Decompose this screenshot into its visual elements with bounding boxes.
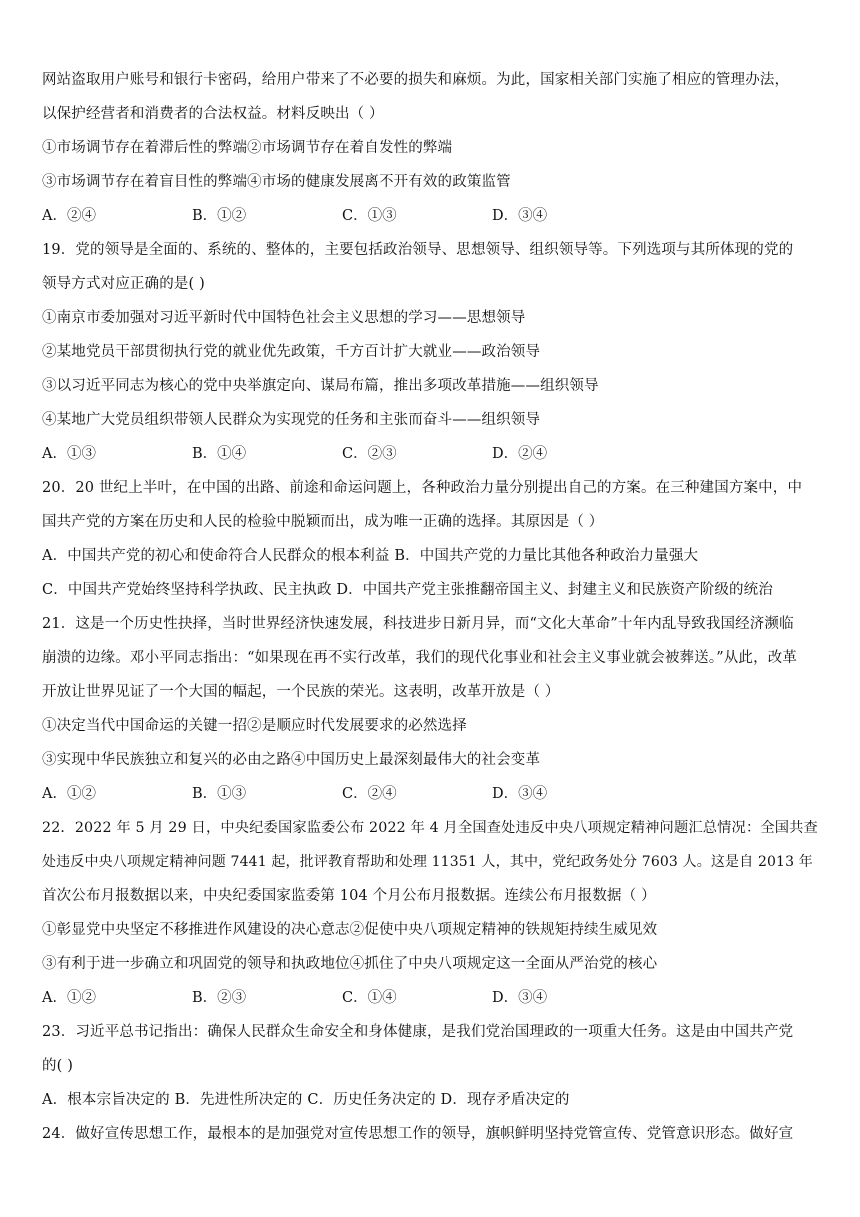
q18-line-1: 网站盗取用户账号和银行卡密码，给用户带来了不必要的损失和麻烦。为此，国家相关部门实施了相应的管理办法， bbox=[42, 72, 790, 88]
q18-line-2: 以保护经营者和消费者的合法权益。材料反映出（ ） bbox=[42, 106, 384, 122]
q18-statement-2: ③市场调节存在着盲目性的弊端④市场的健康发展离不开有效的政策监管 bbox=[42, 174, 511, 190]
q21-option-a[interactable]: A．①② bbox=[42, 786, 96, 802]
q20-line-2: 国共产党的方案在历史和人民的检验中脱颖而出，成为唯一正确的选择。其原因是（ ） bbox=[42, 514, 604, 530]
q21-option-b[interactable]: B．①③ bbox=[192, 786, 247, 802]
q22-option-d[interactable]: D．③④ bbox=[492, 990, 548, 1006]
q18-option-a[interactable]: A．②④ bbox=[42, 208, 96, 224]
q20-options-line-1[interactable]: A．中国共产党的初心和使命符合人民群众的根本利益 B．中国共产党的力量比其他各种政治力量强大 bbox=[42, 548, 699, 564]
q21-option-c[interactable]: C．②④ bbox=[342, 786, 397, 802]
q19-option-c[interactable]: C．②③ bbox=[342, 446, 397, 462]
q22-option-b[interactable]: B．②③ bbox=[192, 990, 247, 1006]
q19-option-a[interactable]: A．①③ bbox=[42, 446, 96, 462]
q19-option-d[interactable]: D．②④ bbox=[492, 446, 548, 462]
q21-statement-1: ①决定当代中国命运的关键一招②是顺应时代发展要求的必然选择 bbox=[42, 718, 467, 734]
q21-statement-2: ③实现中华民族独立和复兴的必由之路④中国历史上最深刻最伟大的社会变革 bbox=[42, 752, 541, 768]
q19-option-b[interactable]: B．①④ bbox=[192, 446, 247, 462]
q21-line-3: 开放让世界见证了一个大国的幅起，一个民族的荣光。这表明，改革开放是（ ） bbox=[42, 684, 560, 700]
q18-option-c[interactable]: C．①③ bbox=[342, 208, 397, 224]
q19-statement-4: ④某地广大党员组织带领人民群众为实现党的任务和主张而奋斗——组织领导 bbox=[42, 412, 541, 428]
q20-line-1: 20．20 世纪上半叶，在中国的出路、前途和命运问题上，各种政治力量分别提出自己的方案。在三种建国方案中，中 bbox=[42, 480, 803, 496]
q23-line-2: 的( ) bbox=[42, 1058, 74, 1074]
q23-line-1: 23．习近平总书记指出：确保人民群众生命安全和身体健康，是我们党治国理政的一项重大任务。这是由中国共产党 bbox=[42, 1024, 794, 1040]
q18-statement-1: ①市场调节存在着滞后性的弊端②市场调节存在着自发性的弊端 bbox=[42, 140, 453, 156]
q22-option-a[interactable]: A．①② bbox=[42, 990, 96, 1006]
q22-option-c[interactable]: C．①④ bbox=[342, 990, 397, 1006]
q19-statement-2: ②某地党员干部贯彻执行党的就业优先政策，千方百计扩大就业——政治领导 bbox=[42, 344, 541, 360]
q22-statement-1: ①彰显党中央坚定不移推进作风建设的决心意志②促使中央八项规定精神的铁规矩持续生威见效 bbox=[42, 922, 658, 938]
q18-option-d[interactable]: D．③④ bbox=[492, 208, 548, 224]
q19-statement-1: ①南京市委加强对习近平新时代中国特色社会主义思想的学习——思想领导 bbox=[42, 310, 526, 326]
q19-line-2: 领导方式对应正确的是( ) bbox=[42, 276, 205, 292]
q20-options-line-2[interactable]: C．中国共产党始终坚持科学执政、民主执政 D．中国共产党主张推翻帝国主义、封建主义和民族资产阶级的统治 bbox=[42, 582, 773, 598]
q22-line-2: 处违反中央八项规定精神问题 7441 起，批评教育帮助和处理 11351 人，其中，党纪政务处分 7603 人。这是自 2013 年 bbox=[42, 854, 813, 870]
q23-options-line[interactable]: A．根本宗旨决定的 B．先进性所决定的 C．历史任务决定的 D．现存矛盾决定的 bbox=[42, 1092, 570, 1108]
q21-line-2: 崩溃的边缘。邓小平同志指出：“如果现在再不实行改革，我们的现代化事业和社会主义事业就会被葬送。”从此，改革 bbox=[42, 650, 798, 666]
q21-line-1: 21．这是一个历史性抉择，当时世界经济快速发展，科技进步日新月异，而“文化大革命”十年内乱导致我国经济濒临 bbox=[42, 616, 794, 632]
q24-line-1: 24．做好宣传思想工作，最根本的是加强党对宣传思想工作的领导，旗帜鲜明坚持党管宣传、党管意识形态。做好宣 bbox=[42, 1126, 794, 1142]
q19-statement-3: ③以习近平同志为核心的党中央举旗定向、谋局布篇，推出多项改革措施——组织领导 bbox=[42, 378, 599, 394]
q19-line-1: 19．党的领导是全面的、系统的、整体的，主要包括政治领导、思想领导、组织领导等。下列选项与其所体现的党的 bbox=[42, 242, 794, 258]
q22-line-1: 22．2022 年 5 月 29 日，中央纪委国家监委公布 2022 年 4 月全国查处违反中央八项规定精神问题汇总情况：全国共查 bbox=[42, 820, 818, 836]
q21-option-d[interactable]: D．③④ bbox=[492, 786, 548, 802]
q22-statement-2: ③有利于进一步确立和巩固党的领导和执政地位④抓住了中央八项规定这一全面从严治党的核心 bbox=[42, 956, 658, 972]
q22-line-3: 首次公布月报数据以来，中央纪委国家监委第 104 个月公布月报数据。连续公布月报数据（ ） bbox=[42, 888, 656, 904]
q18-option-b[interactable]: B．①② bbox=[192, 208, 247, 224]
